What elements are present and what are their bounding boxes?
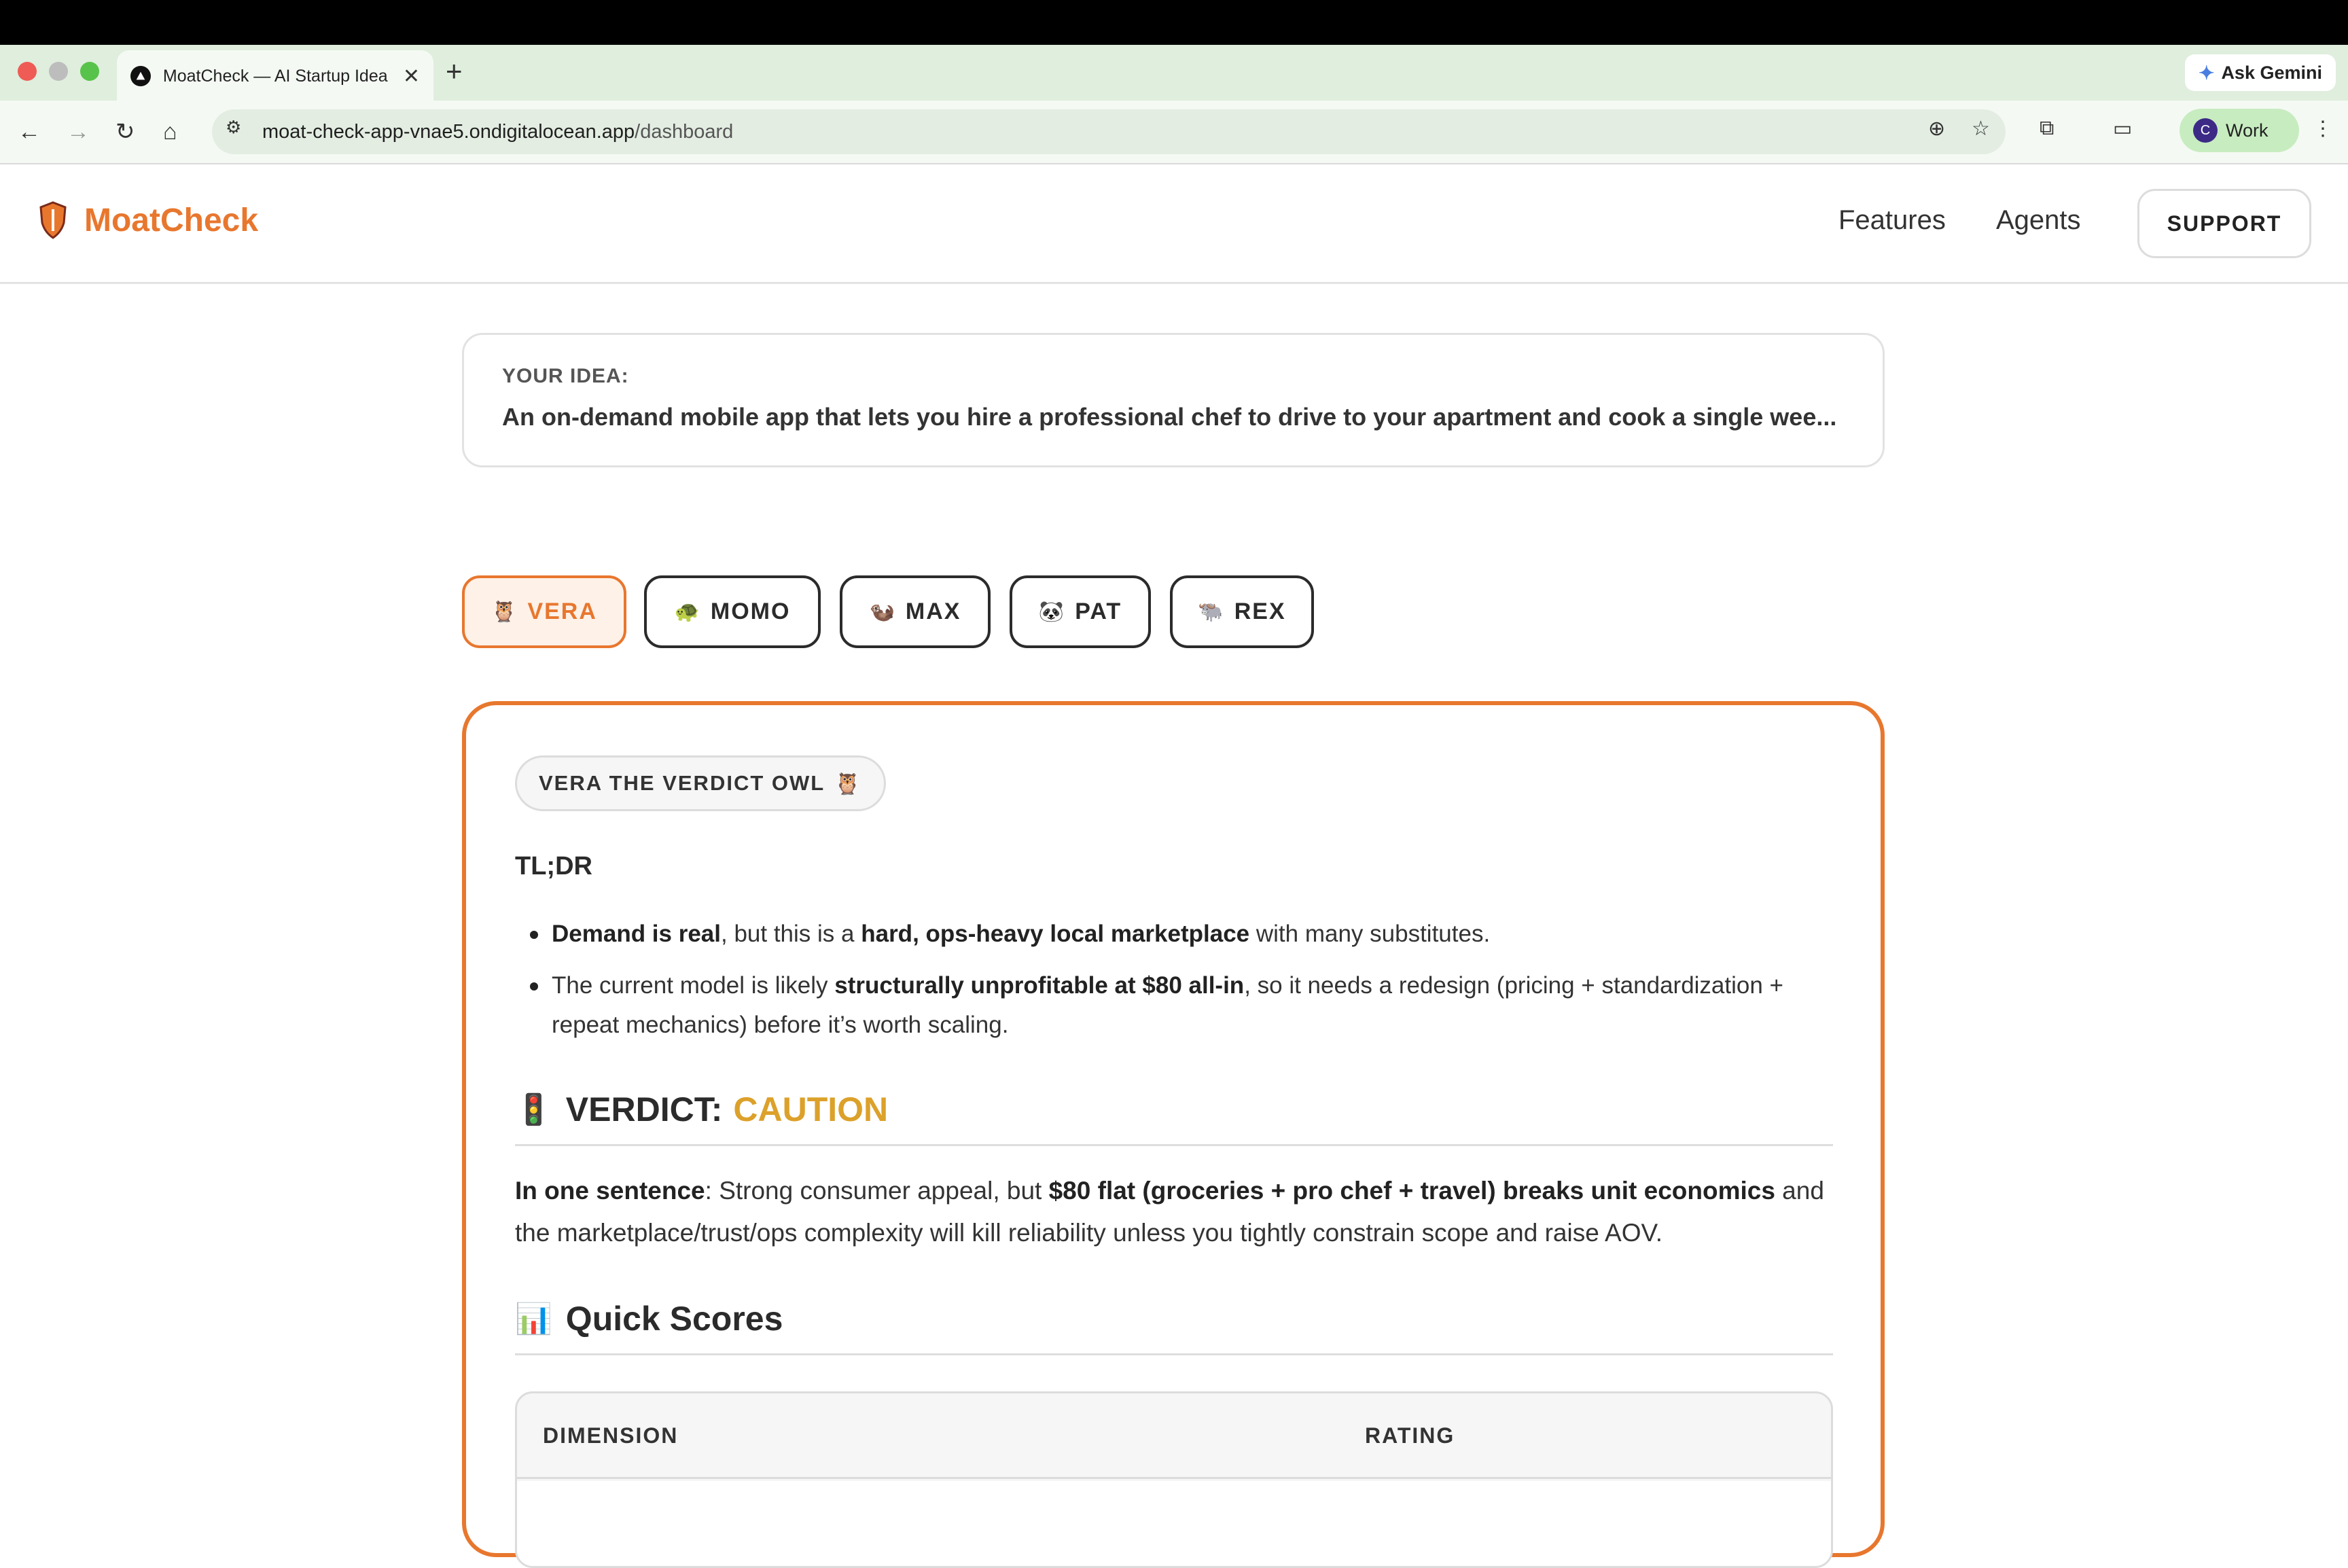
table-header — [517, 1393, 1831, 1479]
owl-icon: 🦉 — [834, 771, 862, 796]
scores-table — [515, 1391, 1833, 1568]
tldr-bullet: Demand is real, but this is a hard, ops-heavy local marketplace with many substitutes. — [515, 914, 1833, 954]
verdict-label: VERDICT: — [565, 1090, 723, 1128]
agent-tab-max[interactable] — [840, 575, 991, 648]
site-settings-icon[interactable]: ⚙ — [226, 117, 242, 137]
browser-tab[interactable] — [117, 50, 433, 102]
quick-scores-heading — [515, 1299, 783, 1338]
url-host: moat-check-app-vnae5.ondigitalocean.app — [262, 120, 635, 143]
shield-logo-icon — [38, 201, 68, 239]
tab-search-icon[interactable]: ▭ — [2113, 118, 2133, 140]
bar-chart-icon: 📊 — [515, 1302, 552, 1336]
site-favicon-icon — [130, 66, 151, 86]
minimize-window-button[interactable] — [49, 62, 68, 81]
tldr-heading: TL;DR — [515, 852, 592, 880]
bookmark-star-icon[interactable]: ☆ — [1972, 118, 1990, 140]
maximize-window-button[interactable] — [80, 62, 99, 81]
agent-tab-label: MOMO — [710, 599, 791, 624]
idea-label: YOUR IDEA: — [502, 365, 629, 387]
profile-label: Work — [2226, 120, 2269, 141]
column-header-dimension: DIMENSION — [543, 1423, 679, 1448]
agent-tab-rex[interactable] — [1170, 575, 1314, 648]
agent-tab-vera[interactable] — [462, 575, 626, 648]
tab-close-icon[interactable]: ✕ — [402, 65, 420, 88]
turtle-icon: 🐢 — [674, 601, 701, 623]
forward-arrow-icon[interactable]: → — [67, 119, 90, 145]
screen-top-bar — [0, 0, 2348, 45]
verdict-heading — [515, 1090, 888, 1129]
otter-icon: 🦦 — [869, 601, 896, 623]
new-tab-button[interactable]: + — [446, 55, 463, 87]
agent-tab-label: REX — [1234, 599, 1286, 624]
agent-tab-momo[interactable] — [644, 575, 821, 648]
brand-name: MoatCheck — [84, 202, 259, 238]
agent-name-badge — [515, 755, 886, 811]
url-path: /dashboard — [635, 120, 734, 143]
idea-text: An on-demand mobile app that lets you hire a professional chef to drive to your apartment and cook a single wee... — [502, 403, 1837, 431]
browser-menu-icon[interactable]: ⋮ — [2313, 118, 2333, 140]
zoom-icon[interactable]: ⊕ — [1928, 118, 1946, 140]
ask-gemini-label: Ask Gemini — [2221, 62, 2322, 83]
ask-gemini-button[interactable] — [2185, 54, 2336, 91]
tab-title: MoatCheck — AI Startup Idea — [162, 66, 388, 86]
section-divider — [515, 1353, 1833, 1355]
agent-tab-label: MAX — [905, 599, 961, 624]
verdict-summary: In one sentence: Strong consumer appeal, but $80 flat (groceries + pro chef + travel) breaks unit economics and the marketplace/trust/ops complexity will kill reliability unless you tightly constrain scope and raise AOV. — [515, 1177, 1824, 1247]
verdict-value: CAUTION — [733, 1090, 889, 1128]
back-arrow-icon[interactable]: ← — [18, 119, 41, 145]
nav-agents-link[interactable]: Agents — [1996, 205, 2081, 235]
idea-card — [462, 333, 1885, 467]
brand-logo[interactable] — [38, 201, 258, 239]
traffic-light-icon: 🚦 — [515, 1093, 552, 1126]
gemini-spark-icon: ✦ — [2198, 62, 2215, 84]
reload-icon[interactable]: ↻ — [115, 119, 135, 145]
profile-avatar: C — [2193, 118, 2218, 143]
agent-tab-label: PAT — [1075, 599, 1122, 624]
extensions-icon[interactable]: ⧉ — [2040, 117, 2054, 139]
agent-badge-label: VERA THE VERDICT OWL — [539, 771, 825, 795]
quick-scores-label: Quick Scores — [565, 1300, 783, 1338]
agent-tab-pat[interactable] — [1010, 575, 1151, 648]
agent-tab-label: VERA — [527, 599, 597, 624]
address-bar[interactable] — [212, 109, 2006, 154]
profile-button[interactable] — [2180, 109, 2299, 152]
close-window-button[interactable] — [18, 62, 37, 81]
nav-features-link[interactable]: Features — [1838, 205, 1946, 235]
section-divider — [515, 1144, 1833, 1146]
owl-icon: 🦉 — [491, 601, 518, 623]
tldr-bullet: The current model is likely structurally unprofitable at $80 all-in, so it needs a redesign (pricing + standardization + repeat mechanics) before it’s worth scaling. — [515, 966, 1833, 1045]
home-icon[interactable]: ⌂ — [163, 119, 177, 145]
tldr-list — [515, 914, 1833, 1057]
buffalo-icon: 🐃 — [1198, 601, 1225, 623]
panda-icon: 🐼 — [1038, 601, 1066, 623]
support-button[interactable]: SUPPORT — [2137, 189, 2311, 258]
column-header-rating: RATING — [1365, 1423, 1455, 1448]
table-row — [517, 1481, 1831, 1568]
